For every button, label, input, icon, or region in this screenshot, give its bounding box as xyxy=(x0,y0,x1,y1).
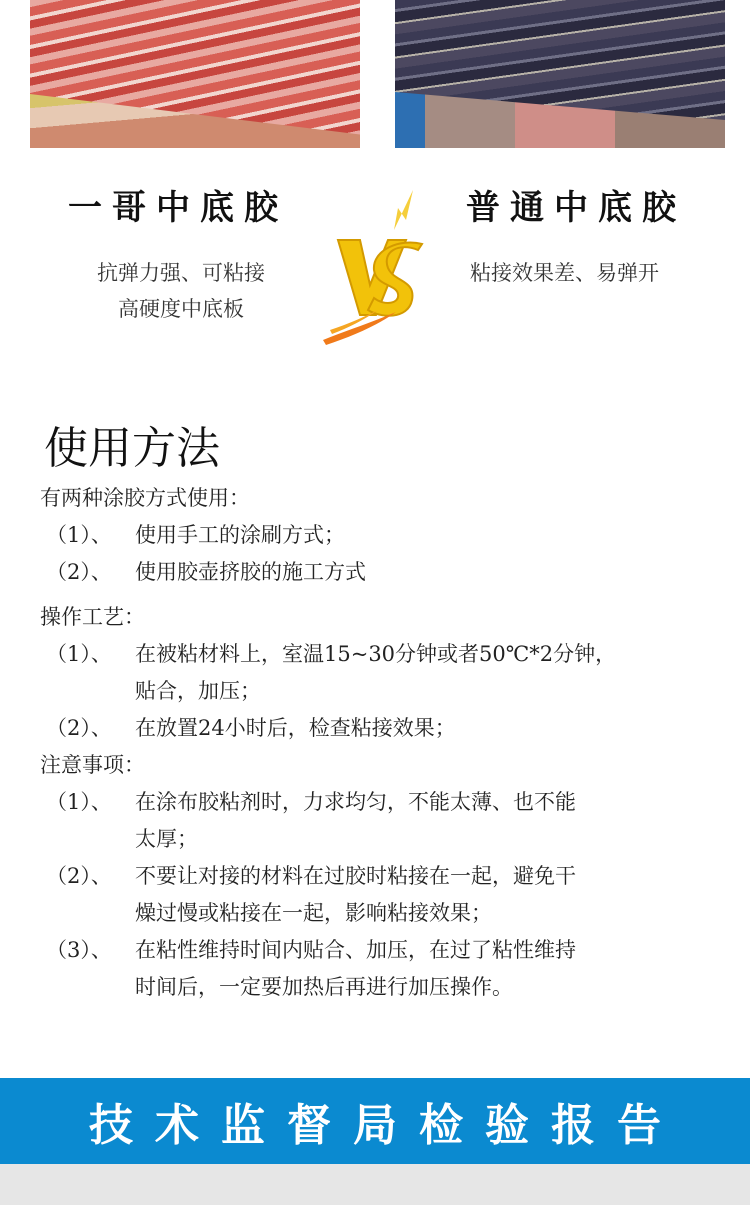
right-product-title: 普通中底胶 xyxy=(466,188,686,228)
note-item xyxy=(40,858,710,895)
method-number: （1）、 xyxy=(46,523,112,547)
note-item xyxy=(40,932,710,969)
note-text: 在粘性维持时间内贴合、加压，在过了粘性维持 xyxy=(135,938,576,962)
vs-icon xyxy=(318,190,428,350)
note-number: （3）、 xyxy=(46,938,112,962)
process-title: 操作工艺： xyxy=(40,605,145,629)
product-photo-left xyxy=(30,0,360,148)
method-item xyxy=(40,517,710,554)
left-product-title: 一哥中底胶 xyxy=(68,188,288,228)
left-product-desc xyxy=(50,255,312,327)
process-number: （2）、 xyxy=(46,716,112,740)
method-item xyxy=(40,554,710,591)
usage-content xyxy=(40,480,710,1006)
usage-intro: 有两种涂胶方式使用： xyxy=(40,486,250,510)
method-text: 使用胶壶挤胶的施工方式 xyxy=(135,560,366,584)
note-item xyxy=(40,784,710,821)
process-continuation: 贴合，加压； xyxy=(135,679,261,703)
notes-title: 注意事项： xyxy=(40,753,145,777)
note-continuation: 太厚； xyxy=(135,827,198,851)
footer-strip xyxy=(0,1164,750,1205)
note-continuation: 时间后，一定要加热后再进行加压操作。 xyxy=(135,975,513,999)
note-text: 不要让对接的材料在过胶时粘接在一起，避免干 xyxy=(135,864,576,888)
report-banner-title: 技术监督局检验报告 xyxy=(89,1100,683,1151)
product-photo-right xyxy=(395,0,725,148)
process-item xyxy=(40,636,710,673)
right-product-desc: 粘接效果差、易弹开 xyxy=(470,261,659,285)
note-continuation: 燥过慢或粘接在一起，影响粘接效果； xyxy=(135,901,492,925)
process-text: 在被粘材料上，室温15~30分钟或者50℃*2分钟， xyxy=(135,642,617,666)
note-number: （2）、 xyxy=(46,864,112,888)
note-number: （1）、 xyxy=(46,790,112,814)
report-banner xyxy=(0,1078,750,1164)
process-number: （1）、 xyxy=(46,642,112,666)
usage-title: 使用方法 xyxy=(44,423,220,474)
note-text: 在涂布胶粘剂时，力求均匀，不能太薄、也不能 xyxy=(135,790,576,814)
process-text: 在放置24小时后，检查粘接效果； xyxy=(135,716,456,740)
method-text: 使用手工的涂刷方式； xyxy=(135,523,345,547)
process-item xyxy=(40,710,710,747)
left-desc-line1: 抗弹力强、可粘接 xyxy=(97,261,265,285)
method-number: （2）、 xyxy=(46,560,112,584)
left-desc-line2: 高硬度中底板 xyxy=(118,297,244,321)
